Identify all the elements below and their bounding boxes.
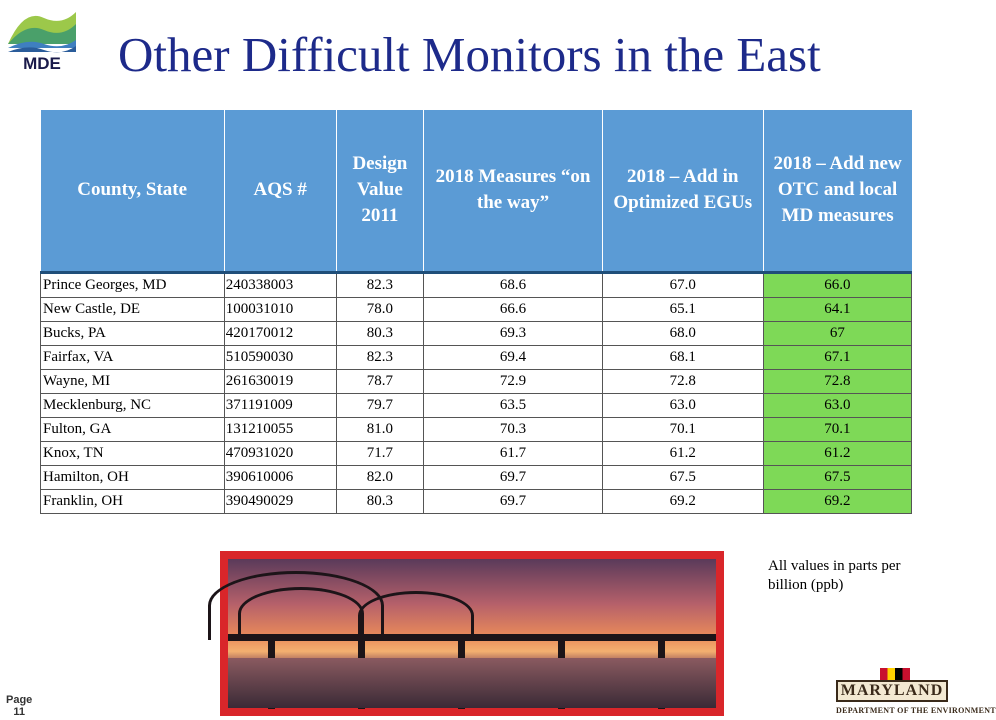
cell-optimized-egus: 68.1 (602, 345, 763, 369)
column-header-2018-measures: 2018 Measures “on the way” (424, 110, 603, 272)
cell-2018-measures: 69.7 (424, 489, 603, 513)
cell-aqs: 131210055 (224, 417, 336, 441)
cell-county-state: Hamilton, OH (41, 465, 225, 489)
cell-county-state: Wayne, MI (41, 369, 225, 393)
cell-otc-md-measures: 67.5 (763, 465, 911, 489)
cell-design-value: 80.3 (336, 321, 424, 345)
cell-aqs: 240338003 (224, 272, 336, 297)
cell-design-value: 80.3 (336, 489, 424, 513)
cell-design-value: 78.7 (336, 369, 424, 393)
column-header-aqs: AQS # (224, 110, 336, 272)
cell-2018-measures: 72.9 (424, 369, 603, 393)
cell-aqs: 390610006 (224, 465, 336, 489)
cell-otc-md-measures: 70.1 (763, 417, 911, 441)
cell-optimized-egus: 65.1 (602, 297, 763, 321)
cell-design-value: 82.3 (336, 345, 424, 369)
cell-2018-measures: 70.3 (424, 417, 603, 441)
cell-county-state: Fairfax, VA (41, 345, 225, 369)
table-row (41, 441, 912, 465)
cell-optimized-egus: 63.0 (602, 393, 763, 417)
maryland-logo-dept: DEPARTMENT OF THE ENVIRONMENT (836, 706, 996, 715)
cell-county-state: Prince Georges, MD (41, 272, 225, 297)
table-row (41, 272, 912, 297)
units-note: All values in parts per billion (ppb) (768, 558, 901, 593)
table-row (41, 465, 912, 489)
cell-2018-measures: 66.6 (424, 297, 603, 321)
cell-optimized-egus: 67.5 (602, 465, 763, 489)
cell-county-state: Mecklenburg, NC (41, 393, 225, 417)
cell-otc-md-measures: 64.1 (763, 297, 911, 321)
cell-optimized-egus: 70.1 (602, 417, 763, 441)
cell-design-value: 82.0 (336, 465, 424, 489)
cell-2018-measures: 69.3 (424, 321, 603, 345)
table-body (41, 272, 912, 513)
cell-county-state: New Castle, DE (41, 297, 225, 321)
mde-logo-text: MDE (23, 54, 61, 73)
cell-optimized-egus: 67.0 (602, 272, 763, 297)
bridge-photo-frame (220, 551, 724, 716)
cell-county-state: Fulton, GA (41, 417, 225, 441)
cell-otc-md-measures: 63.0 (763, 393, 911, 417)
cell-design-value: 82.3 (336, 272, 424, 297)
cell-optimized-egus: 69.2 (602, 489, 763, 513)
cell-otc-md-measures: 72.8 (763, 369, 911, 393)
cell-design-value: 81.0 (336, 417, 424, 441)
cell-aqs: 470931020 (224, 441, 336, 465)
cell-2018-measures: 69.4 (424, 345, 603, 369)
mde-logo-icon (4, 4, 80, 56)
cell-otc-md-measures: 69.2 (763, 489, 911, 513)
table-row (41, 417, 912, 441)
cell-design-value: 79.7 (336, 393, 424, 417)
cell-county-state: Franklin, OH (41, 489, 225, 513)
mde-logo (4, 4, 80, 76)
cell-2018-measures: 68.6 (424, 272, 603, 297)
cell-optimized-egus: 72.8 (602, 369, 763, 393)
bridge-photo (228, 559, 716, 708)
cell-otc-md-measures: 67.1 (763, 345, 911, 369)
table-row (41, 345, 912, 369)
page-number (6, 694, 32, 718)
cell-2018-measures: 63.5 (424, 393, 603, 417)
cell-aqs: 510590030 (224, 345, 336, 369)
cell-optimized-egus: 68.0 (602, 321, 763, 345)
cell-design-value: 78.0 (336, 297, 424, 321)
table-row (41, 369, 912, 393)
cell-aqs: 371191009 (224, 393, 336, 417)
column-header-optimized-egus: 2018 – Add in Optimized EGUs (602, 110, 763, 272)
cell-aqs: 100031010 (224, 297, 336, 321)
cell-aqs: 261630019 (224, 369, 336, 393)
cell-2018-measures: 69.7 (424, 465, 603, 489)
cell-2018-measures: 61.7 (424, 441, 603, 465)
maryland-logo-name: MARYLAND (836, 680, 948, 702)
table-row (41, 321, 912, 345)
table-header-row (41, 110, 912, 272)
table-row (41, 489, 912, 513)
cell-design-value: 71.7 (336, 441, 424, 465)
cell-otc-md-measures: 61.2 (763, 441, 911, 465)
page-number-value: 11 (13, 706, 25, 718)
table-row (41, 393, 912, 417)
cell-county-state: Knox, TN (41, 441, 225, 465)
cell-otc-md-measures: 67 (763, 321, 911, 345)
cell-optimized-egus: 61.2 (602, 441, 763, 465)
page-label: Page (6, 694, 33, 706)
column-header-otc-md-measures: 2018 – Add new OTC and local MD measures (763, 110, 911, 272)
cell-aqs: 420170012 (224, 321, 336, 345)
column-header-design-value: Design Value 2011 (336, 110, 424, 272)
monitors-table (40, 110, 912, 514)
cell-otc-md-measures: 66.0 (763, 272, 911, 297)
cell-aqs: 390490029 (224, 489, 336, 513)
column-header-county-state: County, State (41, 110, 225, 272)
page-title: Other Difficult Monitors in the East (118, 27, 821, 82)
table-row (41, 297, 912, 321)
cell-county-state: Bucks, PA (41, 321, 225, 345)
